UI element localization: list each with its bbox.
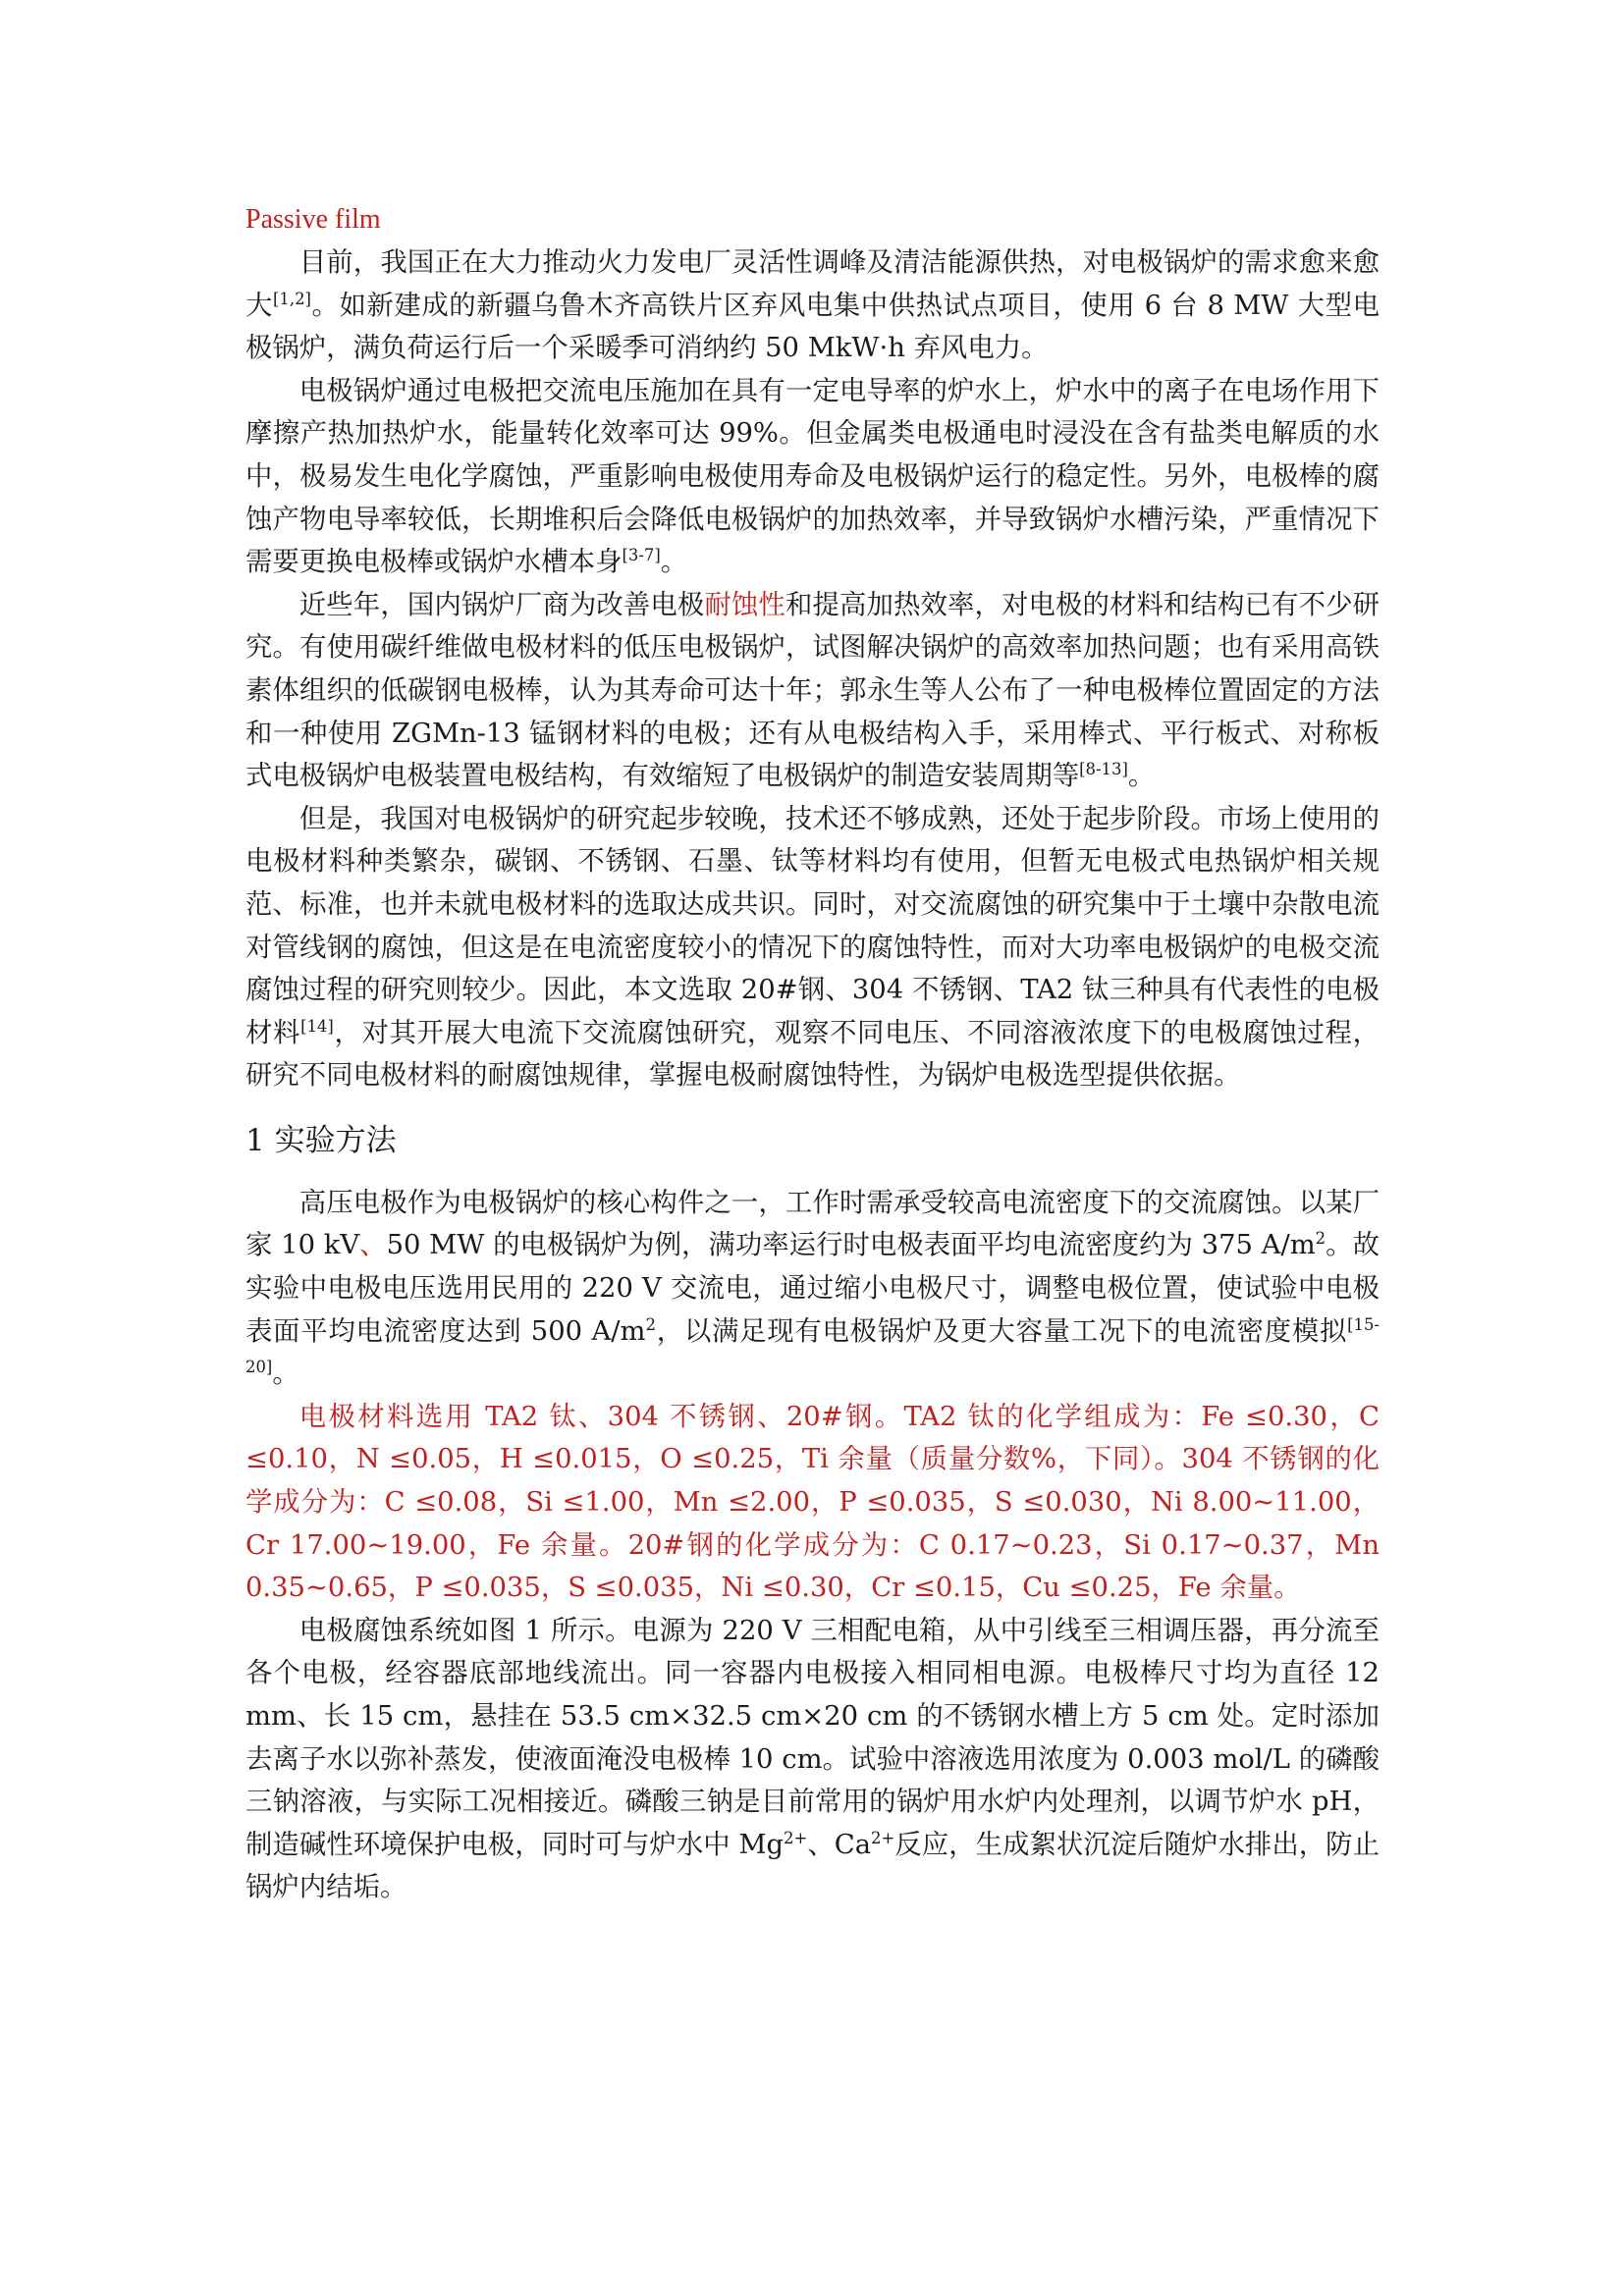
paragraph-7-text-a: 电极腐蚀系统如图 1 所示。电源为 220 V 三相配电箱，从中引线至三相调压器，再分流至各个电极，经容器底部地线流出。同一容器内电极接入相同相电源。电极棒尺寸均为直径 12 mm、长 15 cm，悬挂在 53.5 cm×32.5 cm×20 cm 的不锈钢水槽上方 5 cm 处。定时添加去离子水以弥补蒸发，使液面淹没电极棒 10 cm。试验中溶液选用浓度为 0.003 mol/L 的磷酸三钠溶液，与实际工况相接近。磷酸三钠是目前常用的锅炉用水炉内处理剂，以调节炉水 pH，制造碱性环境保护电极，同时可与炉水中 Mg bbox=[245, 1615, 1380, 1860]
superscript-mg-charge: 2+ bbox=[784, 1828, 808, 1847]
citation-15-20: [15-20] bbox=[245, 1314, 1380, 1377]
paragraph-3-text-b: 和提高加热效率，对电极的材料和结构已有不少研究。有使用碳纤维做电极材料的低压电极锅炉，试图解决锅炉的高效率加热问题；也有采用高铁素体组织的低碳钢电极棒，认为其寿命可达十年；郭永生等人公布了一种电极棒位置固定的方法和一种使用 ZGMn-13 锰钢材料的电极；还有从电极结构入手，采用棒式、平行板式、对称板式电极锅炉电极装置电极结构，有效缩短了电极锅炉的制造安装周期等 bbox=[245, 589, 1380, 792]
paragraph-4 bbox=[245, 798, 1380, 1097]
paragraph-5-text-b: 50 MW 的电极锅炉为例，满功率运行时电极表面平均电流密度约为 375 A/m bbox=[386, 1230, 1316, 1261]
citation-1-2: [1,2] bbox=[272, 289, 311, 308]
paragraph-3-text-a: 近些年，国内锅炉厂商为改善电极 bbox=[298, 589, 705, 620]
paragraph-1-text-a: 目前，我国正在大力推动火力发电厂灵活性调峰及清洁能源供热，对电极锅炉的需求愈来愈大 bbox=[245, 247, 1380, 321]
paragraph-6-composition: 电极材料选用 TA2 钛、304 不锈钢、20#钢。TA2 钛的化学组成为：Fe ≤0.30，C ≤0.10，N ≤0.05，H ≤0.015，O ≤0.25，Ti 余量（质量分数%，下同）。304 不锈钢的化学成分为：C ≤0.08，Si ≤1.00，Mn ≤2.00，P ≤0.035，S ≤0.030，Ni 8.00~11.00，Cr 17.00~19.00，Fe 余量。20#钢的化学成分为：C 0.17~0.23，Si 0.17~0.37，Mn 0.35~0.65，P ≤0.035，S ≤0.035，Ni ≤0.30，Cr ≤0.15，Cu ≤0.25，Fe 余量。 bbox=[245, 1401, 1380, 1604]
paragraph-2 bbox=[245, 370, 1380, 584]
passive-film-label: Passive film bbox=[245, 204, 381, 235]
citation-8-13: [8-13] bbox=[1079, 760, 1128, 778]
highlight-corrosion-resistance: 耐蚀性 bbox=[704, 589, 785, 620]
superscript-squared-1: 2 bbox=[1315, 1229, 1326, 1249]
paragraph-5-text-c: 。故实验中电极电压选用民用的 220 V 交流电，通过缩小电极尺寸，调整电极位置，使试验中电极表面平均电流密度达到 500 A/m bbox=[245, 1230, 1380, 1347]
paragraph-5-text-e: 。 bbox=[272, 1359, 299, 1390]
paragraph-4-text-b: ，对其开展大电流下交流腐蚀研究，观察不同电压、不同溶液浓度下的电极腐蚀过程，研究不同电极材料的耐腐蚀规律，掌握电极耐腐蚀特性，为锅炉电极选型提供依据。 bbox=[245, 1017, 1380, 1092]
paragraph-7 bbox=[245, 1610, 1380, 1909]
section-heading: 1 实验方法 bbox=[245, 1122, 397, 1158]
paragraph-4-text-a: 但是，我国对电极锅炉的研究起步较晚，技术还不够成熟，还处于起步阶段。市场上使用的电极材料种类繁杂，碳钢、不锈钢、石墨、钛等材料均有使用，但暂无电极式电热锅炉相关规范、标准，也并未就电极材料的选取达成共识。同时，对交流腐蚀的研究集中于土壤中杂散电流对管线钢的腐蚀，但这是在电流密度较小的情况下的腐蚀特性，而对大功率电极锅炉的电极交流腐蚀过程的研究则较少。因此，本文选取 20#钢、304 不锈钢、TA2 钛三种具有代表性的电极材料 bbox=[245, 803, 1380, 1048]
paragraph-7-text-c: 反应，生成絮状沉淀后随炉水排出，防止锅炉内结垢。 bbox=[245, 1829, 1380, 1903]
paragraph-5-text-a: 高压电极作为电极锅炉的核心构件之一，工作时需承受较高电流密度下的交流腐蚀。以某厂家 10 kV bbox=[245, 1187, 1380, 1261]
superscript-ca-charge: 2+ bbox=[871, 1828, 895, 1847]
paragraph-5-text-d: ，以满足现有电极锅炉及更大容量工况下的电流密度模拟 bbox=[655, 1315, 1348, 1347]
paragraph-2-text-b: 。 bbox=[660, 547, 688, 578]
paragraph-2-text-a: 电极锅炉通过电极把交流电压施加在具有一定电导率的炉水上，炉水中的离子在电场作用下摩擦产热加热炉水，能量转化效率可达 99%。但金属类电极通电时浸没在含有盐类电解质的水中，极易发生电化学腐蚀，严重影响电极使用寿命及电极锅炉运行的稳定性。另外，电极棒的腐蚀产物电导率较低，长期堆积后会降低电极锅炉的加热效率，并导致锅炉水槽污染，严重情况下需要更换电极棒或锅炉水槽本身 bbox=[245, 375, 1380, 578]
paragraph-1-text-b: 。如新建成的新疆乌鲁木齐高铁片区弃风电集中供热试点项目，使用 6 台 8 MW 大型电极锅炉，满负荷运行后一个采暖季可消纳约 50 MkW·h 弃风电力。 bbox=[245, 290, 1380, 364]
paragraph-3-text-c: 。 bbox=[1127, 761, 1156, 792]
citation-14: [14] bbox=[300, 1016, 334, 1036]
superscript-squared-2: 2 bbox=[645, 1314, 656, 1334]
paragraph-7-text-b: 、Ca bbox=[807, 1829, 872, 1860]
body-text bbox=[245, 198, 1380, 1909]
citation-3-7: [3-7] bbox=[622, 546, 661, 565]
paragraph-5 bbox=[245, 1182, 1380, 1396]
paragraph-3 bbox=[245, 584, 1380, 798]
paragraph-1 bbox=[245, 241, 1380, 370]
highlight-comma: 、 bbox=[359, 1230, 387, 1261]
